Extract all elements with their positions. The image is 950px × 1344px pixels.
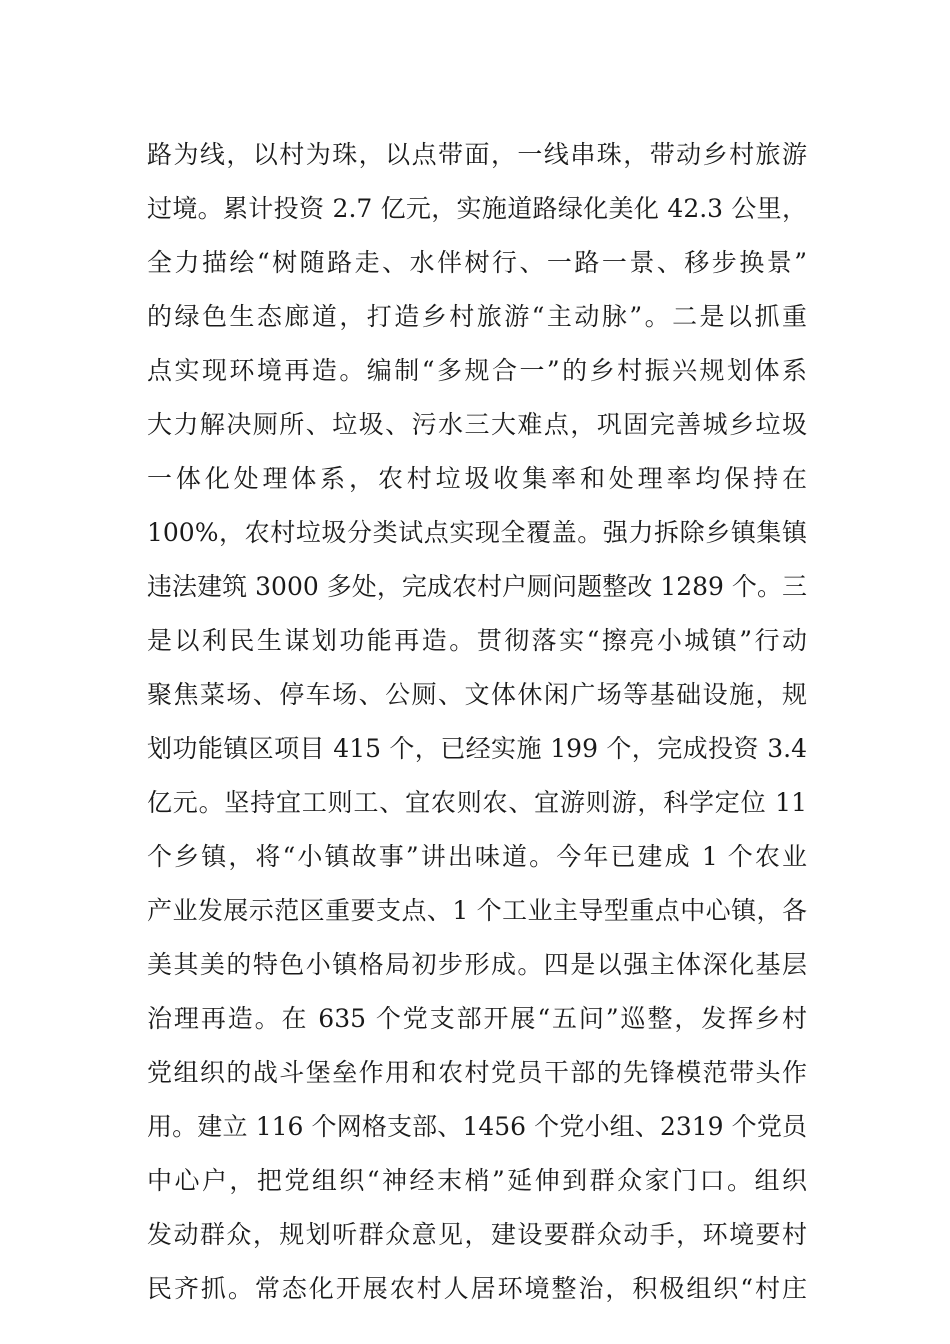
text-line-15: 产业发展示范区重要支点、1 个工业主导型重点中心镇，各 bbox=[147, 896, 807, 925]
text-line-2: 过境。累计投资 2.7 亿元，实施道路绿化美化 42.3 公里， bbox=[147, 194, 807, 223]
text-line-22: 民齐抓。常态化开展农村人居环境整治，积极组织“村庄 bbox=[147, 1274, 807, 1303]
text-line-17: 治理再造。在 635 个党支部开展“五问”巡整，发挥乡村 bbox=[147, 1004, 807, 1033]
text-line-3: 全力描绘“树随路走、水伴树行、一路一景、移步换景” bbox=[147, 248, 807, 277]
text-line-12: 划功能镇区项目 415 个，已经实施 199 个，完成投资 3.4 bbox=[147, 734, 807, 763]
text-line-19: 用。建立 116 个网格支部、1456 个党小组、2319 个党员 bbox=[147, 1112, 807, 1141]
body-paragraph bbox=[147, 128, 807, 1316]
text-line-6: 大力解决厕所、垃圾、污水三大难点，巩固完善城乡垃圾 bbox=[147, 410, 807, 439]
text-line-10: 是以利民生谋划功能再造。贯彻落实“擦亮小城镇”行动 bbox=[147, 626, 807, 655]
text-line-14: 个乡镇，将“小镇故事”讲出味道。今年已建成 1 个农业 bbox=[147, 842, 807, 871]
text-line-13: 亿元。坚持宜工则工、宜农则农、宜游则游，科学定位 11 bbox=[147, 788, 807, 817]
text-line-18: 党组织的战斗堡垒作用和农村党员干部的先锋模范带头作 bbox=[147, 1058, 807, 1087]
text-line-9: 违法建筑 3000 多处，完成农村户厕问题整改 1289 个。三 bbox=[147, 572, 807, 601]
text-line-7: 一体化处理体系，农村垃圾收集率和处理率均保持在 bbox=[147, 464, 807, 493]
text-line-11: 聚焦菜场、停车场、公厕、文体休闲广场等基础设施，规 bbox=[147, 680, 807, 709]
text-line-5: 点实现环境再造。编制“多规合一”的乡村振兴规划体系 bbox=[147, 356, 807, 385]
text-line-21: 发动群众，规划听群众意见，建设要群众动手，环境要村 bbox=[147, 1220, 807, 1249]
text-line-4: 的绿色生态廊道，打造乡村旅游“主动脉”。二是以抓重 bbox=[147, 302, 807, 331]
text-line-1: 路为线，以村为珠，以点带面，一线串珠，带动乡村旅游 bbox=[147, 140, 807, 169]
text-line-8: 100%，农村垃圾分类试点实现全覆盖。强力拆除乡镇集镇 bbox=[147, 518, 807, 547]
text-line-16: 美其美的特色小镇格局初步形成。四是以强主体深化基层 bbox=[147, 950, 807, 979]
text-line-20: 中心户，把党组织“神经末梢”延伸到群众家门口。组织 bbox=[147, 1166, 807, 1195]
